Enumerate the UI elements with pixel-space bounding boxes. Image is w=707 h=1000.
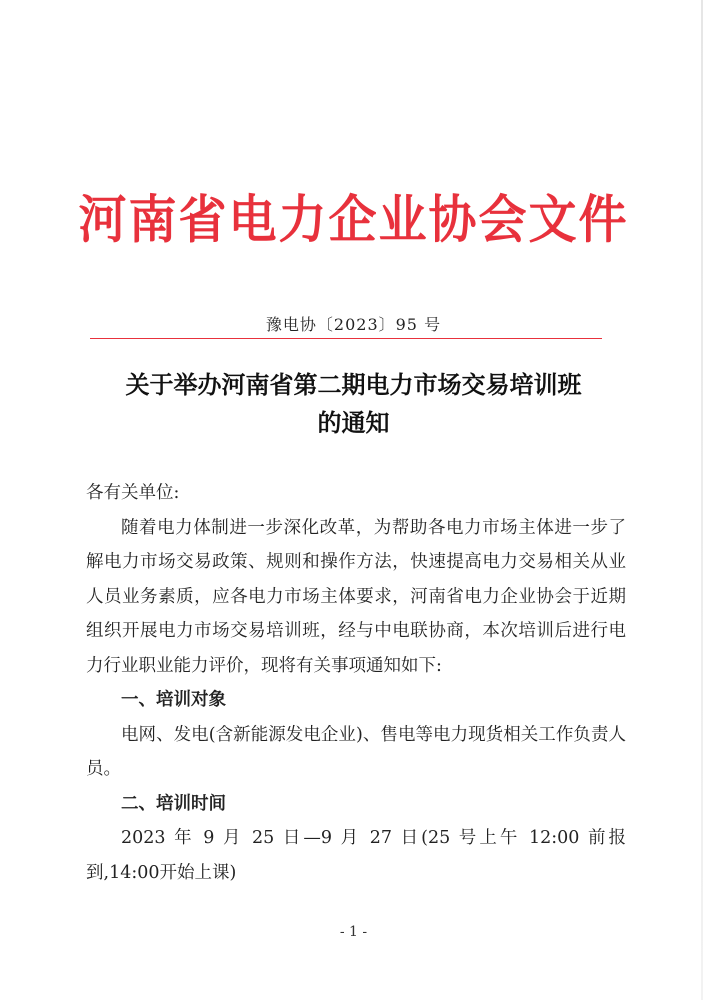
notice-title-line-1: 关于举办河南省第二期电力市场交易培训班 [125, 370, 582, 399]
section-1-heading: 一、培训对象 [121, 690, 226, 710]
notice-title [60, 366, 647, 442]
section-2-text: 2023 年 9 月 25 日—9 月 27 日(25 号上午 12:00 前报到,14:00开始上课) [86, 828, 626, 883]
page-number: - 1 - [339, 924, 368, 940]
intro-paragraph: 随着电力体制进一步深化改革，为帮助各电力市场主体进一步了解电力市场交易政策、规则和操作方法，快速提高电力交易相关从业人员业务素质，应各电力市场主体要求，河南省电力企业协会于近期组织开展电力市场交易培训班，经与中电联协商，本次培训后进行电力行业职业能力评价，现将有关事项通知如下: [86, 517, 626, 676]
document-number: 豫电协〔2023〕95 号 [265, 315, 442, 334]
notice-title-line-2: 的通知 [317, 408, 390, 437]
red-divider-line [90, 338, 602, 339]
org-header-title: 河南省电力企业协会文件 [78, 189, 629, 251]
section-1-text: 电网、发电(含新能源发电企业)、售电等电力现货相关工作负责人员。 [86, 724, 626, 779]
notice-body [86, 476, 626, 890]
salutation: 各有关单位: [86, 483, 180, 503]
page-edge [701, 0, 703, 1000]
section-2-heading: 二、培训时间 [121, 793, 226, 814]
